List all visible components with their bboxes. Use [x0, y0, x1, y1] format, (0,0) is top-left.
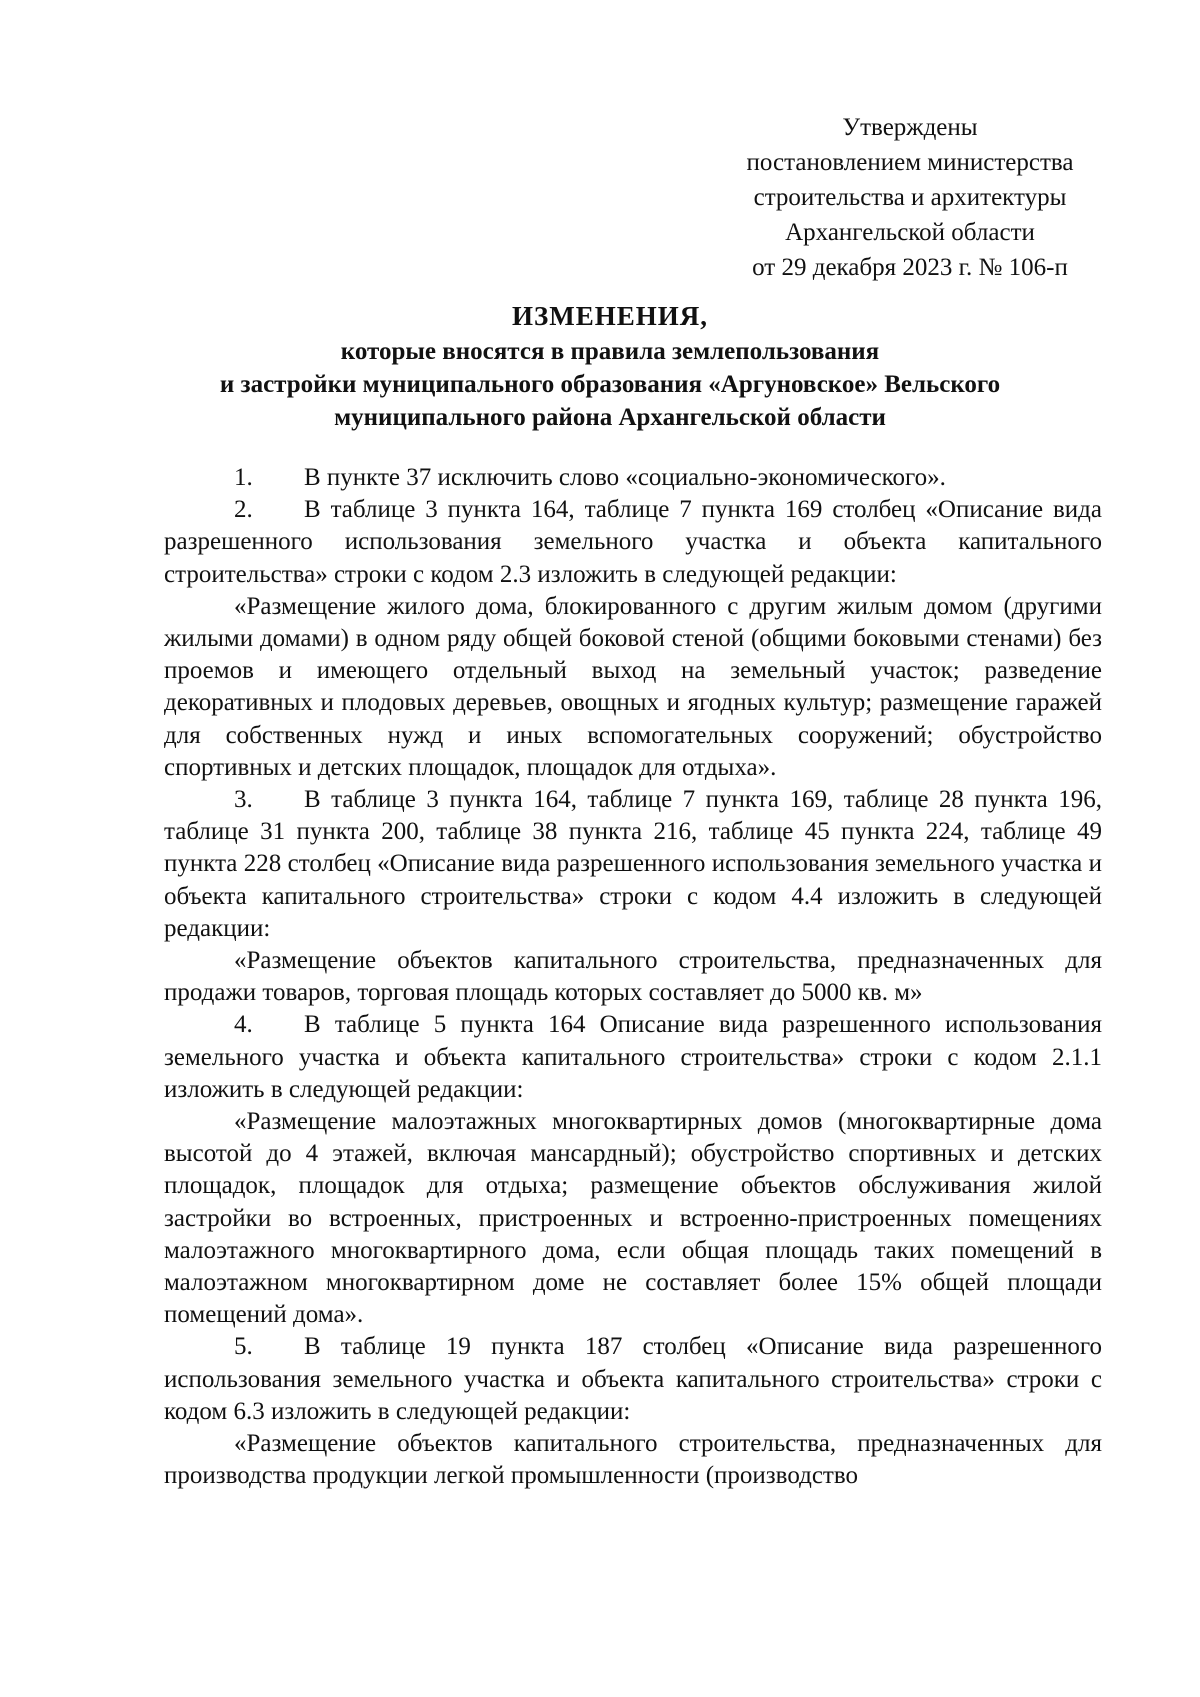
approval-line: постановлением министерства [746, 149, 1074, 176]
item-text: В таблице 5 пункта 164 Описание вида разрешенного использования земельного участка и объекта капитального строительства» строки с кодом 2.1.1 изложить в следующей редакции: [164, 1011, 1102, 1103]
item-text: В таблице 19 пункта 187 столбец «Описание вида разрешенного использования земельного участка и объекта капитального строительства» строки с кодом 6.3 изложить в следующей редакции: [164, 1333, 1102, 1425]
item-text: В таблице 3 пункта 164, таблице 7 пункта 169, таблице 28 пункта 196, таблице 31 пункта 200, таблице 38 пункта 216, таблице 45 пункта 224, таблице 49 пункта 228 столбец «Описание вида разрешенного использования земельного участка и объекта капитального строительства» строки с кодом 4.4 изложить в следующей редакции: [164, 786, 1102, 942]
document-title [140, 300, 1080, 434]
list-item [164, 784, 1102, 945]
approval-line: строительства и архитектуры [753, 184, 1067, 211]
quoted-text: «Размещение жилого дома, блокированного с другим жилым домом (другими жилыми домами) в одном ряду общей боковой стеной (общими боковыми стенами) без проемов и имеющего отдельный выход на земельный участок; разведение декоративных и плодовых деревьев, овощных и ягодных культур; размещение гаражей для собственных нужд и иных вспомогательных сооружений; обустройство спортивных и детских площадок, площадок для отдыха». [164, 592, 1102, 781]
list-item [164, 494, 1102, 591]
title-line: которые вносятся в правила землепользования [340, 338, 880, 365]
title-line: муниципального района Архангельской области [334, 404, 886, 431]
approval-line: от 29 декабря 2023 г. № 106-п [752, 254, 1068, 281]
list-item [164, 1009, 1102, 1106]
item-text: В пункте 37 исключить слово «социально-экономического». [304, 464, 946, 491]
title-main: ИЗМЕНЕНИЯ, [511, 301, 708, 331]
list-item [164, 1331, 1102, 1428]
document-body [164, 462, 1102, 1493]
item-number: 4. [234, 1011, 253, 1039]
quoted-text: «Размещение объектов капитального строительства, предназначенных для производства продукции легкой промышленности (производство [164, 1430, 1102, 1490]
approval-line: Архангельской области [785, 219, 1035, 246]
quoted-text: «Размещение объектов капитального строительства, предназначенных для продажи товаров, торговая площадь которых составляет до 5000 кв. м» [164, 947, 1102, 1007]
approval-line: Утверждены [842, 114, 978, 141]
item-number: 1. [234, 464, 253, 491]
item-text: В таблице 3 пункта 164, таблице 7 пункта 169 столбец «Описание вида разрешенного использования земельного участка и объекта капитального строительства» строки с кодом 2.3 изложить в следующей редакции: [164, 496, 1102, 588]
list-item [164, 462, 1102, 494]
item-number: 3. [234, 786, 253, 814]
approval-block [700, 110, 1120, 285]
quoted-text: «Размещение малоэтажных многоквартирных домов (многоквартирные дома высотой до 4 этажей, включая мансардный); обустройство спортивных и детских площадок, площадок для отдыха; размещение объектов обслуживания жилой застройки во встроенных, пристроенных и встроенно-пристроенных помещениях малоэтажного многоквартирного дома, если общая площадь таких помещений в малоэтажном многоквартирном доме не составляет более 15% общей площади помещений дома». [164, 1108, 1102, 1329]
item-number: 5. [234, 1333, 253, 1361]
title-line: и застройки муниципального образования «Аргуновское» Вельского [219, 371, 1001, 398]
item-number: 2. [234, 496, 253, 524]
